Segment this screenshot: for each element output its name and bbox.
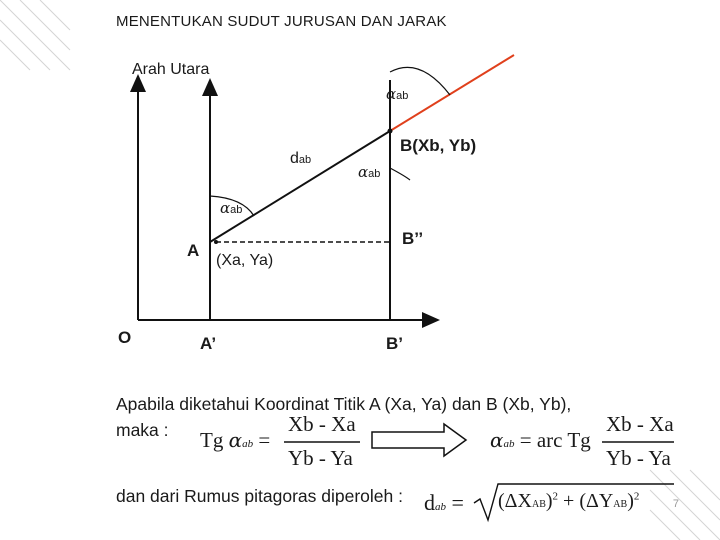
formula-3-lhs: dab = (424, 490, 464, 515)
distance-label: dab (290, 150, 312, 167)
explanation-line-2: maka : (116, 420, 169, 440)
point-a-dot (214, 240, 218, 244)
point-b-prime-label: B’ (386, 334, 403, 353)
point-a-prime-label: A’ (200, 334, 217, 353)
explanation-line-1: Apabila diketahui Koordinat Titik A (Xa, Ya) dan B (Xb, Yb), (116, 394, 572, 414)
formula-1-numerator: Xb - Xa (288, 412, 356, 436)
point-b-double-prime-label: B’’ (402, 229, 424, 248)
formula-3-radicand: $(\Delta XAB)^2 + (\Delta YAB)^2$ (498, 490, 640, 512)
angle-arc-b-lower (390, 168, 410, 180)
north-label: Arah Utara (132, 61, 210, 78)
page-title: MENENTUKAN SUDUT JURUSAN DAN JARAK (116, 13, 447, 30)
formula-2-denominator: Yb - Ya (606, 446, 671, 470)
angle-label-a: αab (220, 199, 243, 217)
point-a-label: A (187, 241, 200, 260)
formula-1-denominator: Yb - Ya (288, 446, 353, 470)
formula-2-lhs: αab = arc Tg (490, 428, 591, 452)
angle-label-b-upper: αab (386, 85, 409, 103)
line-ab (210, 131, 390, 242)
origin-label: O (118, 328, 132, 347)
point-b-label: B(Xb, Yb) (400, 136, 477, 155)
formula-2-numerator: Xb - Xa (606, 412, 674, 436)
explanation-line-3: dan dari Rumus pitagoras diperoleh : (116, 486, 403, 506)
angle-label-b-lower: αab (358, 163, 381, 181)
line-extension (390, 55, 514, 131)
page-number: 7 (672, 498, 679, 510)
point-b-dot (388, 129, 393, 134)
point-a-coords: (Xa, Ya) (216, 252, 274, 269)
result-arrow (372, 424, 466, 456)
formula-1-lhs: Tg αab = (200, 428, 271, 452)
